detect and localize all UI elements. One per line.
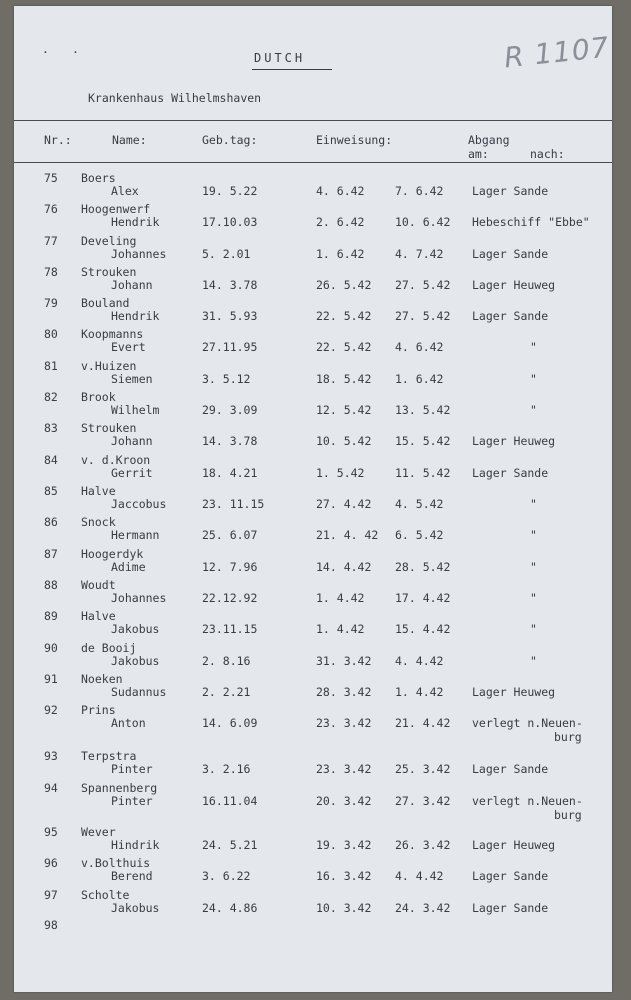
destination: " — [530, 591, 537, 605]
destination: " — [530, 622, 537, 636]
surname: Develing — [81, 234, 137, 248]
hole-mark: · — [72, 45, 79, 59]
surname: Hoogenwerf — [81, 202, 151, 216]
surname: Brook — [81, 390, 116, 404]
surname: Boers — [81, 171, 116, 185]
destination: Lager Sande — [472, 901, 549, 915]
admission-date: 22. 5.42 — [316, 340, 372, 354]
row-number: 81 — [44, 359, 58, 373]
departure-date: 4. 4.42 — [395, 869, 444, 883]
hole-mark: · — [42, 45, 49, 59]
departure-date: 6. 5.42 — [395, 528, 444, 542]
admission-date: 14. 4.42 — [316, 560, 372, 574]
surname: Snock — [81, 515, 116, 529]
given-name: Wilhelm — [111, 403, 160, 417]
birth-date: 18. 4.21 — [202, 466, 258, 480]
admission-date: 21. 4. 42 — [316, 528, 379, 542]
page-title: DUTCH — [254, 51, 306, 65]
surname: v. d.Kroon — [81, 453, 151, 467]
row-number: 93 — [44, 749, 58, 763]
destination: " — [530, 372, 537, 386]
birth-date: 17.10.03 — [202, 215, 258, 229]
departure-date: 27. 3.42 — [395, 794, 451, 808]
departure-date: 26. 3.42 — [395, 838, 451, 852]
header-rule-bottom — [14, 162, 612, 163]
birth-date: 3. 6.22 — [202, 869, 251, 883]
row-number: 91 — [44, 672, 58, 686]
birth-date: 23. 11.15 — [202, 497, 265, 511]
row-number: 78 — [44, 265, 58, 279]
admission-date: 12. 5.42 — [316, 403, 372, 417]
given-name: Pinter — [111, 794, 153, 808]
given-name: Anton — [111, 716, 146, 730]
departure-date: 15. 5.42 — [395, 434, 451, 448]
given-name: Jakobus — [111, 622, 160, 636]
departure-date: 1. 4.42 — [395, 685, 444, 699]
departure-date: 28. 5.42 — [395, 560, 451, 574]
given-name: Berend — [111, 869, 153, 883]
destination: Lager Sande — [472, 762, 549, 776]
row-number: 83 — [44, 421, 58, 435]
departure-date: 1. 6.42 — [395, 372, 444, 386]
birth-date: 14. 6.09 — [202, 716, 258, 730]
row-number: 94 — [44, 781, 58, 795]
departure-date: 11. 5.42 — [395, 466, 451, 480]
destination: Hebeschiff "Ebbe" — [472, 215, 590, 229]
given-name: Johannes — [111, 247, 167, 261]
given-name: Johannes — [111, 591, 167, 605]
given-name: Alex — [111, 184, 139, 198]
row-number: 80 — [44, 327, 58, 341]
birth-date: 24. 5.21 — [202, 838, 258, 852]
row-number: 84 — [44, 453, 58, 467]
surname: Koopmanns — [81, 327, 144, 341]
surname: de Booij — [81, 641, 137, 655]
destination: Lager Heuweg — [472, 434, 556, 448]
col-header-departure: Abgang — [468, 133, 510, 147]
row-number: 90 — [44, 641, 58, 655]
departure-date: 4. 7.42 — [395, 247, 444, 261]
birth-date: 24. 4.86 — [202, 901, 258, 915]
destination: " — [530, 403, 537, 417]
surname: Strouken — [81, 421, 137, 435]
destination: " — [530, 654, 537, 668]
given-name: Sudannus — [111, 685, 167, 699]
admission-date: 4. 6.42 — [316, 184, 365, 198]
destination: verlegt n.Neuen- — [472, 794, 583, 808]
birth-date: 12. 7.96 — [202, 560, 258, 574]
surname: Hoogerdyk — [81, 547, 144, 561]
admission-date: 19. 3.42 — [316, 838, 372, 852]
departure-date: 4. 4.42 — [395, 654, 444, 668]
departure-date: 24. 3.42 — [395, 901, 451, 915]
surname: Spannenberg — [81, 781, 158, 795]
admission-date: 1. 4.42 — [316, 591, 365, 605]
admission-date: 31. 3.42 — [316, 654, 372, 668]
row-number: 88 — [44, 578, 58, 592]
title-underline — [252, 69, 332, 70]
surname: v.Huizen — [81, 359, 137, 373]
destination: Lager Sande — [472, 309, 549, 323]
destination: Lager Sande — [472, 247, 549, 261]
given-name: Hermann — [111, 528, 160, 542]
given-name: Siemen — [111, 372, 153, 386]
destination: Lager Heuweg — [472, 685, 556, 699]
row-number: 79 — [44, 296, 58, 310]
departure-date: 13. 5.42 — [395, 403, 451, 417]
destination: verlegt n.Neuen- — [472, 716, 583, 730]
row-number: 75 — [44, 171, 58, 185]
given-name: Hendrik — [111, 309, 160, 323]
col-header-nr: Nr.: — [44, 133, 72, 147]
row-number: 92 — [44, 703, 58, 717]
destination: " — [530, 497, 537, 511]
birth-date: 3. 2.16 — [202, 762, 251, 776]
admission-date: 1. 6.42 — [316, 247, 365, 261]
row-number: 87 — [44, 547, 58, 561]
row-number: 89 — [44, 609, 58, 623]
birth-date: 16.11.04 — [202, 794, 258, 808]
row-number: 98 — [44, 918, 58, 932]
given-name: Gerrit — [111, 466, 153, 480]
surname: v.Bolthuis — [81, 856, 151, 870]
departure-date: 25. 3.42 — [395, 762, 451, 776]
destination-continued: burg — [554, 808, 582, 822]
departure-date: 21. 4.42 — [395, 716, 451, 730]
surname: Strouken — [81, 265, 137, 279]
archive-stamp: R 1107 — [502, 30, 612, 75]
destination: Lager Heuweg — [472, 278, 556, 292]
surname: Noeken — [81, 672, 123, 686]
admission-date: 1. 5.42 — [316, 466, 365, 480]
birth-date: 2. 8.16 — [202, 654, 251, 668]
given-name: Hendrik — [111, 215, 160, 229]
departure-date: 4. 5.42 — [395, 497, 444, 511]
given-name: Jakobus — [111, 901, 160, 915]
row-number: 76 — [44, 202, 58, 216]
given-name: Jakobus — [111, 654, 160, 668]
birth-date: 14. 3.78 — [202, 434, 258, 448]
surname: Bouland — [81, 296, 130, 310]
destination: " — [530, 528, 537, 542]
surname: Prins — [81, 703, 116, 717]
col-header-departure-on: am: — [468, 147, 489, 161]
admission-date: 10. 5.42 — [316, 434, 372, 448]
admission-date: 20. 3.42 — [316, 794, 372, 808]
admission-date: 2. 6.42 — [316, 215, 365, 229]
departure-date: 4. 6.42 — [395, 340, 444, 354]
birth-date: 19. 5.22 — [202, 184, 258, 198]
birth-date: 25. 6.07 — [202, 528, 258, 542]
row-number: 86 — [44, 515, 58, 529]
given-name: Johann — [111, 278, 153, 292]
given-name: Jaccobus — [111, 497, 167, 511]
col-header-name: Name: — [112, 133, 147, 147]
surname: Halve — [81, 609, 116, 623]
admission-date: 10. 3.42 — [316, 901, 372, 915]
row-number: 77 — [44, 234, 58, 248]
col-header-departure-to: nach: — [530, 147, 565, 161]
given-name: Johann — [111, 434, 153, 448]
given-name: Evert — [111, 340, 146, 354]
row-number: 85 — [44, 484, 58, 498]
surname: Terpstra — [81, 749, 137, 763]
row-number: 96 — [44, 856, 58, 870]
header-rule-top — [14, 120, 612, 121]
destination: " — [530, 560, 537, 574]
departure-date: 7. 6.42 — [395, 184, 444, 198]
document-page — [14, 6, 612, 992]
departure-date: 27. 5.42 — [395, 278, 451, 292]
row-number: 82 — [44, 390, 58, 404]
destination: Lager Sande — [472, 869, 549, 883]
birth-date: 14. 3.78 — [202, 278, 258, 292]
departure-date: 10. 6.42 — [395, 215, 451, 229]
surname: Wever — [81, 825, 116, 839]
admission-date: 18. 5.42 — [316, 372, 372, 386]
admission-date: 23. 3.42 — [316, 716, 372, 730]
destination: Lager Heuweg — [472, 838, 556, 852]
birth-date: 29. 3.09 — [202, 403, 258, 417]
destination: Lager Sande — [472, 466, 549, 480]
birth-date: 3. 5.12 — [202, 372, 251, 386]
birth-date: 23.11.15 — [202, 622, 258, 636]
row-number: 95 — [44, 825, 58, 839]
admission-date: 22. 5.42 — [316, 309, 372, 323]
birth-date: 2. 2.21 — [202, 685, 251, 699]
birth-date: 5. 2.01 — [202, 247, 251, 261]
admission-date: 23. 3.42 — [316, 762, 372, 776]
admission-date: 27. 4.42 — [316, 497, 372, 511]
hospital-name: Krankenhaus Wilhelmshaven — [88, 91, 262, 105]
admission-date: 26. 5.42 — [316, 278, 372, 292]
departure-date: 15. 4.42 — [395, 622, 451, 636]
row-number: 97 — [44, 888, 58, 902]
departure-date: 17. 4.42 — [395, 591, 451, 605]
destination: Lager Sande — [472, 184, 549, 198]
surname: Scholte — [81, 888, 130, 902]
departure-date: 27. 5.42 — [395, 309, 451, 323]
birth-date: 27.11.95 — [202, 340, 258, 354]
col-header-admission: Einweisung: — [316, 133, 393, 147]
destination: " — [530, 340, 537, 354]
destination-continued: burg — [554, 730, 582, 744]
admission-date: 28. 3.42 — [316, 685, 372, 699]
surname: Halve — [81, 484, 116, 498]
given-name: Hindrik — [111, 838, 160, 852]
birth-date: 22.12.92 — [202, 591, 258, 605]
admission-date: 1. 4.42 — [316, 622, 365, 636]
col-header-birth: Geb.tag: — [202, 133, 258, 147]
given-name: Adime — [111, 560, 146, 574]
surname: Woudt — [81, 578, 116, 592]
given-name: Pinter — [111, 762, 153, 776]
admission-date: 16. 3.42 — [316, 869, 372, 883]
birth-date: 31. 5.93 — [202, 309, 258, 323]
